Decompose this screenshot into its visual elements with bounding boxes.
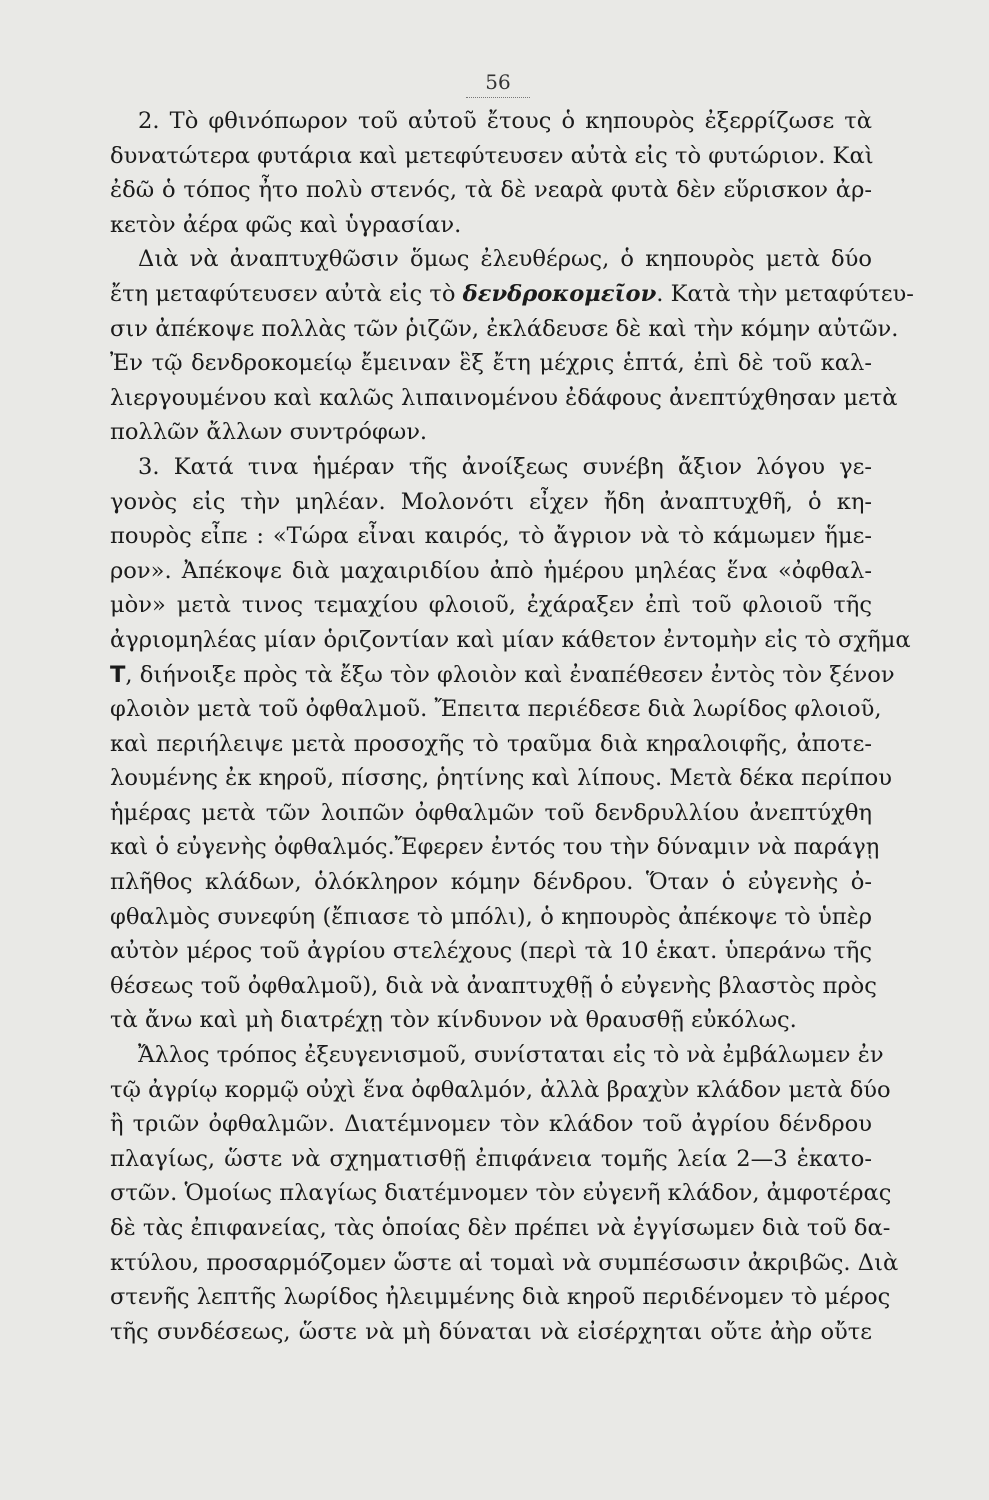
shape-letter: T (110, 661, 126, 688)
text-line (110, 969, 877, 1004)
text-segment: τὰ ἄνω καὶ μὴ διατρέχῃ τὸν κίνδυνον νὰ θραυσθῇ εὐκόλως. (110, 1007, 797, 1034)
text-segment: στενῆς λεπτῆς λωρίδος ἠλειμμένης διὰ κηροῦ περιδένομεν τὸ μέρος (110, 1284, 891, 1311)
text-segment: , διήνοιξε πρὸς τὰ ἔξω τὸν φλοιὸν καὶ ἐναπέθεσεν ἐντὸς τὸν ξένον (125, 661, 895, 688)
text-segment: πολλῶν ἄλλων συντρόφων. (110, 419, 428, 446)
text-line (110, 242, 872, 277)
text-segment: τῆς συνδέσεως, ὥστε νὰ μὴ δύναται νὰ εἰσέρχηται οὔτε ἀὴρ οὔτε (110, 1318, 872, 1345)
text-line (110, 554, 872, 589)
text-line (110, 1107, 872, 1142)
text-segment: ἢ τριῶν ὀφθαλμῶν. Διατέμνομεν τὸν κλάδον τοῦ ἀγρίου δένδρου (110, 1111, 872, 1138)
text-segment: πλῆθος κλάδων, ὁλόκληρον κόμην δένδρου. Ὅταν ὁ εὐγενὴς ὀ- (110, 869, 872, 896)
body-text (110, 104, 914, 1349)
text-segment: καὶ περιήλειψε μετὰ προσοχῆς τὸ τραῦμα διὰ κηραλοιφῆς, ἀποτε- (110, 730, 872, 757)
text-line (110, 1280, 891, 1315)
page-number: 56 (466, 70, 530, 98)
text-segment: φλοιὸν μετὰ τοῦ ὀφθαλμοῦ. Ἔπειτα περιέδεσε διὰ λωρίδος φλοιοῦ, (110, 696, 882, 723)
text-segment: μὸν» μετὰ τινος τεμαχίου φλοιοῦ, ἐχάραξεν ἐπὶ τοῦ φλοιοῦ τῆς (110, 592, 872, 619)
text-segment: στῶν. Ὁμοίως πλαγίως διατέμνομεν τὸν εὐγενῆ κλάδον, ἀμφοτέρας (110, 1180, 892, 1207)
text-segment: γονὸς εἰς τὴν μηλέαν. Μολονότι εἶχεν ἤδη ἀναπτυχθῆ, ὁ κη- (110, 488, 872, 515)
text-segment: φθαλμὸς συνεφύη (ἔπιασε τὸ μπόλι), ὁ κηπουρὸς ἀπέκοψε τὸ ὑπὲρ (110, 903, 872, 930)
text-segment: πουρὸς εἶπε : «Τώρα εἶναι καιρός, τὸ ἄγριον νὰ τὸ κάμωμεν ἥμε- (110, 523, 872, 550)
text-line (110, 381, 898, 416)
text-segment: σιν ἀπέκοψε πολλὰς τῶν ῥιζῶν, ἐκλάδευσε δὲ καὶ τὴν κόμην αὐτῶν. (110, 315, 899, 342)
text-line (110, 208, 872, 243)
text-segment: ἐδῶ ὁ τόπος ἦτο πολὺ στενός, τὰ δὲ νεαρὰ φυτὰ δὲν εὕρισκον ἀρ- (110, 177, 872, 204)
text-line (110, 727, 872, 762)
text-segment: καὶ ὁ εὐγενὴς ὀφθαλμός.Ἔφερεν ἐντός του τὴν δύναμιν νὰ παράγῃ (110, 834, 880, 861)
text-segment: 3. Κατά τινα ἡμέραν τῆς ἀνοίξεως συνέβη ἄξιον λόγου γε- (138, 453, 872, 480)
text-segment: Ἄλλος τρόπος ἐξευγενισμοῦ, συνίσταται εἰς τὸ νὰ ἐμβάλωμεν ἐν (138, 1042, 884, 1069)
text-segment: πλαγίως, ὥστε νὰ σχηματισθῇ ἐπιφάνεια τομῆς λεία 2—3 ἑκατο- (110, 1145, 872, 1172)
text-line (110, 139, 872, 174)
text-line (110, 1073, 891, 1108)
text-segment: δυνατώτερα φυτάρια καὶ μετεφύτευσεν αὐτὰ εἰς τὸ φυτώριον. Καὶ (110, 142, 874, 169)
text-line (110, 830, 880, 865)
text-segment: ἡμέρας μετὰ τῶν λοιπῶν ὀφθαλμῶν τοῦ δενδρυλλίου ἀνεπτύχθη (110, 799, 872, 826)
text-line (110, 415, 872, 450)
text-segment: Ἐν τῷ δενδροκομείῳ ἔμειναν ἓξ ἔτη μέχρις ἑπτά, ἐπὶ δὲ τοῦ καλ- (110, 350, 872, 377)
text-segment: κτύλου, προσαρμόζομεν ὥστε αἱ τομαὶ νὰ συμπέσωσιν ἀκριβῶς. Διὰ (110, 1249, 899, 1276)
text-segment: 2. Τὸ φθινόπωρον τοῦ αὐτοῦ ἔτους ὁ κηπουρὸς ἐξερρίζωσε τὰ (138, 108, 872, 134)
text-segment: θέσεως τοῦ ὀφθαλμοῦ), διὰ νὰ ἀναπτυχθῇ ὁ εὐγενὴς βλαστὸς πρὸς (110, 972, 877, 999)
emphasized-term: δενδροκομεῖον (462, 280, 657, 307)
text-line (110, 519, 872, 554)
text-line (110, 1315, 872, 1350)
text-line (110, 1211, 891, 1246)
text-line (110, 173, 872, 208)
text-segment: κετὸν ἀέρα φῶς καὶ ὑγρασίαν. (110, 211, 462, 238)
text-line (110, 692, 882, 727)
text-line (110, 1142, 872, 1177)
text-line (110, 658, 895, 693)
text-segment: . Κατὰ τὴν μεταφύτευ- (656, 280, 914, 307)
text-line (110, 588, 872, 623)
text-segment: ρον». Ἀπέκοψε διὰ μαχαιριδίου ἀπὸ ἡμέρου μηλέας ἕνα «ὀφθαλ- (110, 557, 872, 584)
text-segment: δὲ τὰς ἐπιφανείας, τὰς ὁποίας δὲν πρέπει νὰ ἐγγίσωμεν διὰ τοῦ δα- (110, 1215, 891, 1241)
text-segment: λιεργουμένου καὶ καλῶς λιπαινομένου ἐδάφους ἀνεπτύχθησαν μετὰ (110, 384, 898, 411)
text-line (110, 485, 872, 520)
text-line (110, 1246, 899, 1281)
text-segment: Διὰ νὰ ἀναπτυχθῶσιν ὅμως ἐλευθέρως, ὁ κηπουρὸς μετὰ δύο (138, 246, 872, 273)
text-segment: ἀγριομηλέας μίαν ὁριζοντίαν καὶ μίαν κάθετον ἐντομὴν εἰς τὸ σχῆμα (110, 626, 911, 653)
text-line (110, 312, 899, 347)
text-line (110, 623, 911, 658)
text-line (110, 865, 872, 900)
text-line (110, 934, 872, 969)
text-segment: αὐτὸν μέρος τοῦ ἀγρίου στελέχους (περὶ τὰ 10 ἑκατ. ὑπεράνω τῆς (110, 938, 872, 965)
text-segment: ἔτη μεταφύτευσεν αὐτὰ εἰς τὸ (110, 280, 463, 307)
text-line (110, 1176, 892, 1211)
text-line (110, 277, 914, 312)
text-segment: τῷ ἀγρίῳ κορμῷ οὐχὶ ἕνα ὀφθαλμόν, ἀλλὰ βραχὺν κλάδον μετὰ δύο (110, 1076, 891, 1103)
text-line (110, 796, 872, 831)
text-line (110, 900, 872, 935)
text-line (110, 761, 892, 796)
text-line (110, 1038, 884, 1073)
text-line (110, 346, 872, 381)
text-segment: λουμένης ἐκ κηροῦ, πίσσης, ῥητίνης καὶ λίπους. Μετὰ δέκα περίπου (110, 765, 892, 792)
text-line (110, 1003, 872, 1038)
text-line (110, 104, 872, 139)
text-line (110, 450, 872, 485)
